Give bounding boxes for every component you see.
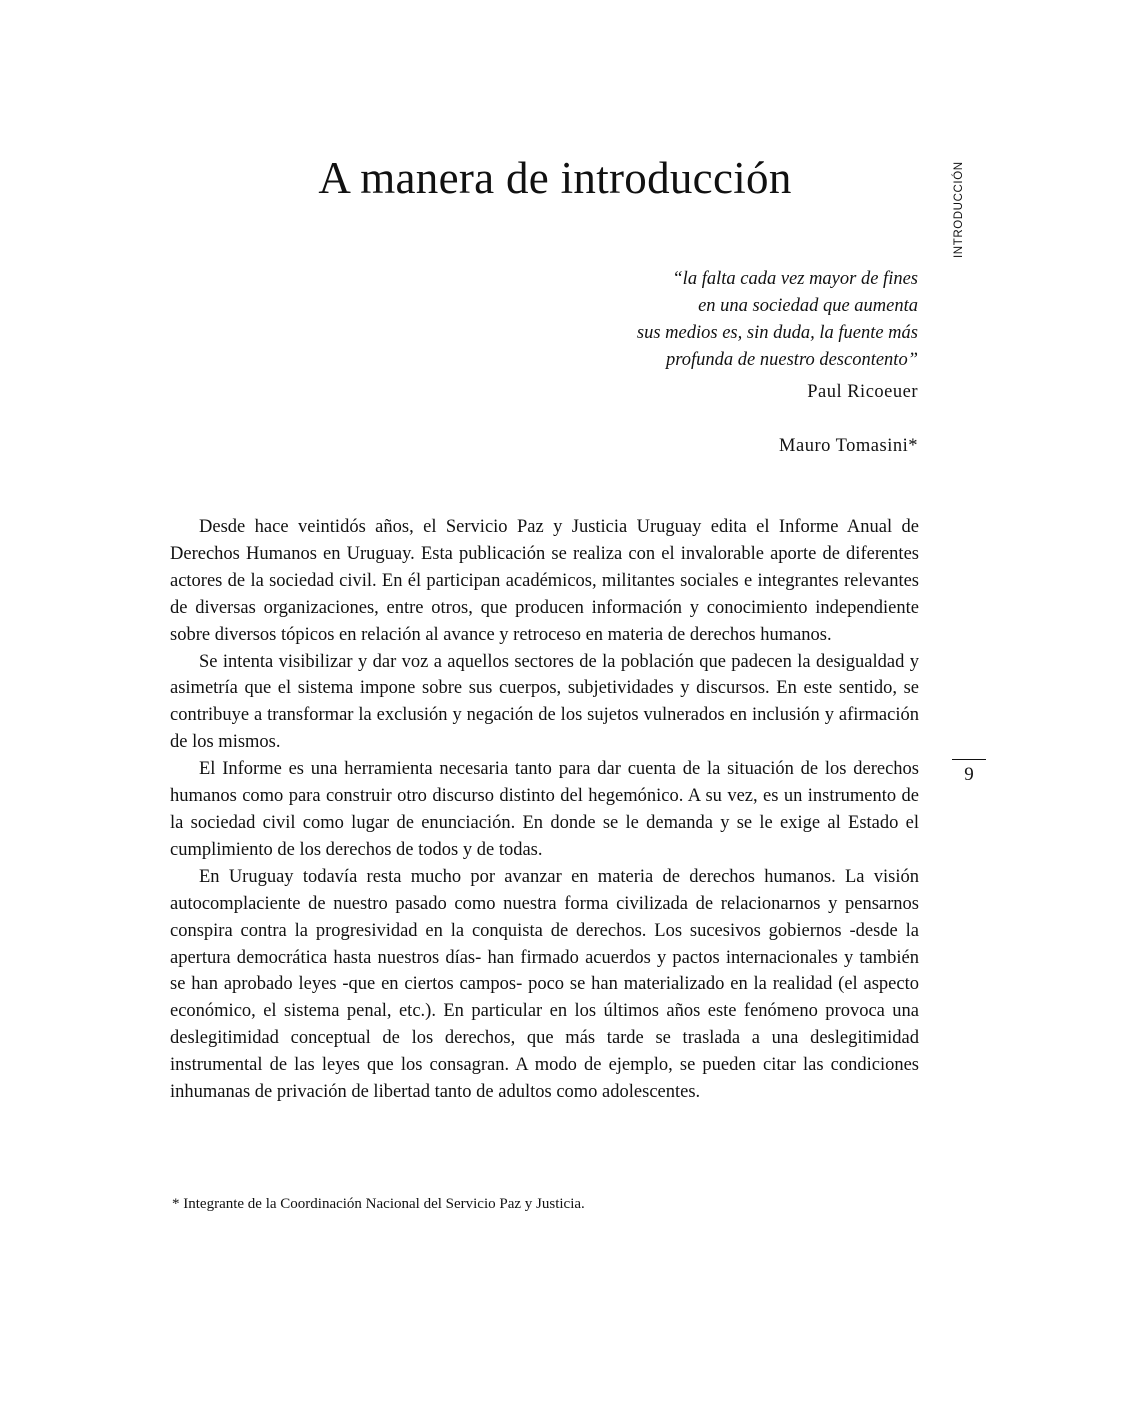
epigraph-line: profunda de nuestro descontento”: [666, 350, 918, 370]
paragraph: En Uruguay todavía resta mucho por avanzar en materia de derechos humanos. La visión autocomplaciente de nuestro pasado como nuestra forma civilizada de relacionarnos y pensarnos conspira contra la progresividad en la conquista de derechos. Los sucesivos gobiernos -desde la apertura democrática hasta nuestros días- han firmado acuerdos y pactos internacionales y también se han aprobado leyes -que en ciertos campos- poco se han materializado en la realidad (el aspecto económico, el sistema penal, etc.). En particular en los últimos años este fenómeno provoca una deslegitimidad conceptual de los derechos, que más tarde se traslada a una deslegitimidad instrumental de las leyes que los consagran. A modo de ejemplo, se pueden citar las condiciones inhumanas de privación de libertad tanto de adultos como adolescentes.: [170, 866, 919, 1103]
footnote: * Integrante de la Coordinación Nacional del Servicio Paz y Justicia.: [172, 1196, 585, 1212]
epigraph: [637, 266, 918, 374]
paragraph: Se intenta visibilizar y dar voz a aquellos sectores de la población que padecen la desigualdad y asimetría que el sistema impone sobre sus cuerpos, subjetividades y discursos. En este sentido, se contribuye a transformar la exclusión y negación de los sujetos vulnerados en inclusión y afirmación de los mismos.: [170, 651, 919, 753]
paragraph: El Informe es una herramienta necesaria tanto para dar cuenta de la situación de los derechos humanos como para construir otro discurso distinto del hegemónico. A su vez, es un instrumento de la sociedad civil como lugar de enunciación. En donde se le demanda y se le exige al Estado el cumplimiento de los derechos de todos y de todas.: [170, 759, 919, 860]
epigraph-line: sus medios es, sin duda, la fuente más: [636, 323, 918, 343]
epigraph-line: “la falta cada vez mayor de fines: [672, 269, 918, 289]
paragraph: Desde hace veintidós años, el Servicio Paz y Justicia Uruguay edita el Informe Anual de Derechos Humanos en Uruguay. Esta publicación se realiza con el invalorable aporte de diferentes actores de la sociedad civil. En él participan académicos, militantes sociales e integrantes relevantes de diversas organizaciones, entre otros, que producen información y conocimiento independiente sobre diversos tópicos en relación al avance y retroceso en materia de derechos humanos.: [170, 517, 919, 645]
epigraph-line: en una sociedad que aumenta: [698, 296, 918, 316]
page-number-rule: [952, 759, 986, 760]
article-author: Mauro Tomasini*: [779, 436, 918, 456]
page-number: 9: [964, 764, 974, 785]
page-title: A manera de introducción: [318, 153, 792, 203]
body-text: [170, 514, 919, 1106]
section-label: INTRODUCCIÓN: [953, 161, 965, 258]
epigraph-author: Paul Ricoeuer: [807, 382, 918, 402]
